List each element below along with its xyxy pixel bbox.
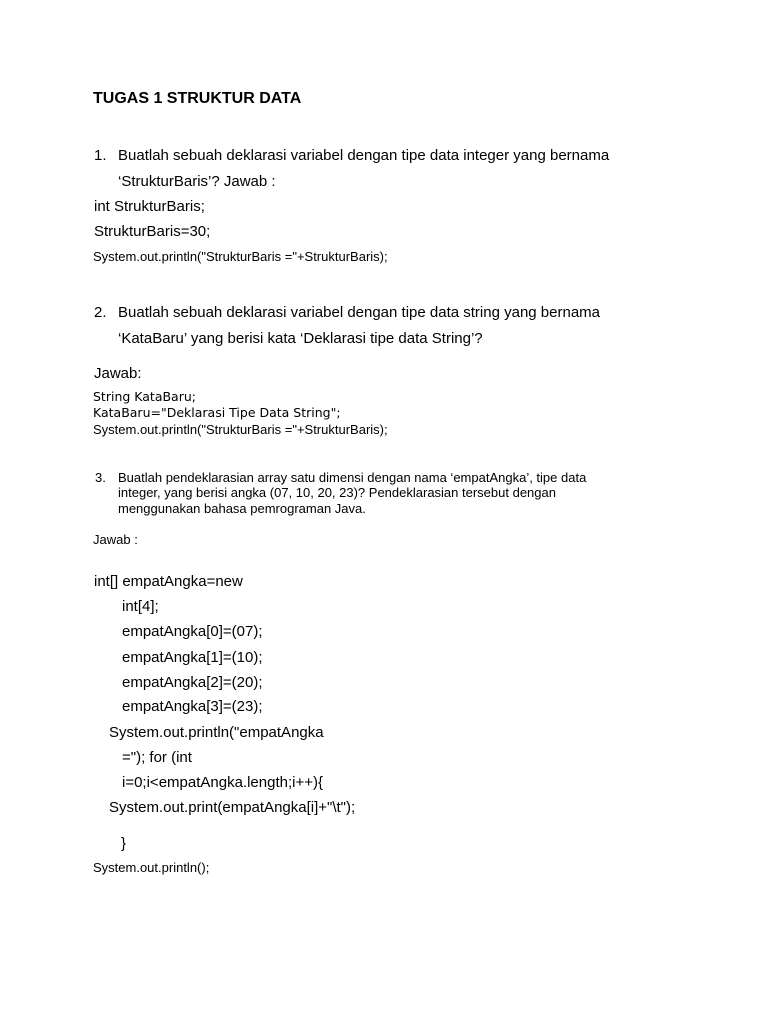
q3-number: 3. [95, 470, 106, 485]
q2-line1: Buatlah sebuah deklarasi variabel dengan tipe data string yang bernama [118, 304, 600, 321]
q3-code-line: empatAngka[2]=(20); [122, 674, 263, 691]
q2-answer-line: String KataBaru; [93, 389, 196, 404]
q3-jawab-label: Jawab : [93, 532, 138, 547]
document-title: TUGAS 1 STRUKTUR DATA [93, 90, 302, 107]
q1-answer-line: System.out.println("StrukturBaris ="+StrukturBaris); [93, 249, 388, 264]
q1-number: 1. [94, 147, 107, 164]
q2-answer-line: KataBaru="Deklarasi Tipe Data String"; [93, 405, 341, 420]
q3-code-line: empatAngka[0]=(07); [122, 623, 263, 640]
q3-code-line: } [121, 835, 127, 852]
q3-code-line: int[] empatAngka=new [94, 573, 243, 590]
q3-line1: Buatlah pendeklarasian array satu dimensi dengan nama ‘empatAngka’, tipe data [118, 470, 587, 485]
q3-code-line: i=0;i<empatAngka.length;i++){ [122, 774, 323, 791]
q1-answer-line: int StrukturBaris; [94, 198, 205, 215]
q1-answer-line: StrukturBaris=30; [94, 223, 211, 240]
q1-line2: ‘StrukturBaris’? Jawab : [118, 173, 276, 190]
q2-jawab-label: Jawab: [94, 365, 142, 382]
q3-code-line: empatAngka[3]=(23); [122, 698, 263, 715]
q3-line3: menggunakan bahasa pemrograman Java. [118, 501, 366, 516]
q2-line2: ‘KataBaru’ yang berisi kata ‘Deklarasi tipe data String’? [118, 330, 483, 347]
q3-code-line: System.out.print(empatAngka[i]+"\t"); [109, 799, 356, 816]
q3-code-line: System.out.println(); [93, 860, 210, 875]
q3-code-line: System.out.println("empatAngka [109, 724, 324, 741]
q3-line2: integer, yang berisi angka (07, 10, 20, 23)? Pendeklarasian tersebut dengan [118, 485, 556, 500]
q3-code-line: empatAngka[1]=(10); [122, 649, 263, 666]
q3-code-line: ="); for (int [122, 749, 192, 766]
q2-number: 2. [94, 304, 107, 321]
q2-answer-line: System.out.println("StrukturBaris ="+StrukturBaris); [93, 422, 388, 437]
q1-line1: Buatlah sebuah deklarasi variabel dengan tipe data integer yang bernama [118, 147, 610, 164]
q3-code-line: int[4]; [122, 598, 159, 615]
